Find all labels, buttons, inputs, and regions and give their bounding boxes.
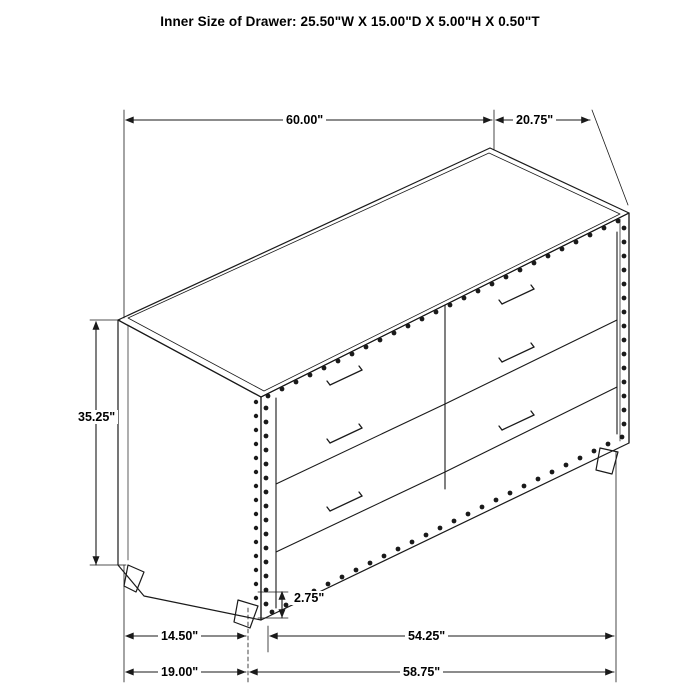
- dim-label-front-width: 54.25": [405, 629, 448, 643]
- dresser-left-side-panel: [118, 320, 261, 620]
- dresser-feet: [124, 448, 618, 628]
- dim-label-top-depth: 20.75": [513, 113, 556, 127]
- page-title: Inner Size of Drawer: 25.50"W X 15.00"D X 5.00"H X 0.50"T: [160, 14, 540, 29]
- dim-label-top-width: 60.00": [283, 113, 326, 127]
- dim-label-left-base-width: 19.00": [158, 665, 201, 679]
- nailhead-trim: [254, 219, 627, 615]
- dim-label-front-base-width: 58.75": [400, 665, 443, 679]
- dim-label-height: 35.25": [75, 410, 118, 424]
- dim-label-left-side-width: 14.50": [158, 629, 201, 643]
- witness-lines-height: [90, 320, 126, 565]
- drawer-divisions: [276, 232, 617, 608]
- witness-lines-top: [124, 110, 628, 318]
- drawer-pulls: [327, 285, 534, 511]
- dim-label-foot-height: 2.75": [291, 591, 327, 605]
- dresser-top-surface: [118, 148, 629, 397]
